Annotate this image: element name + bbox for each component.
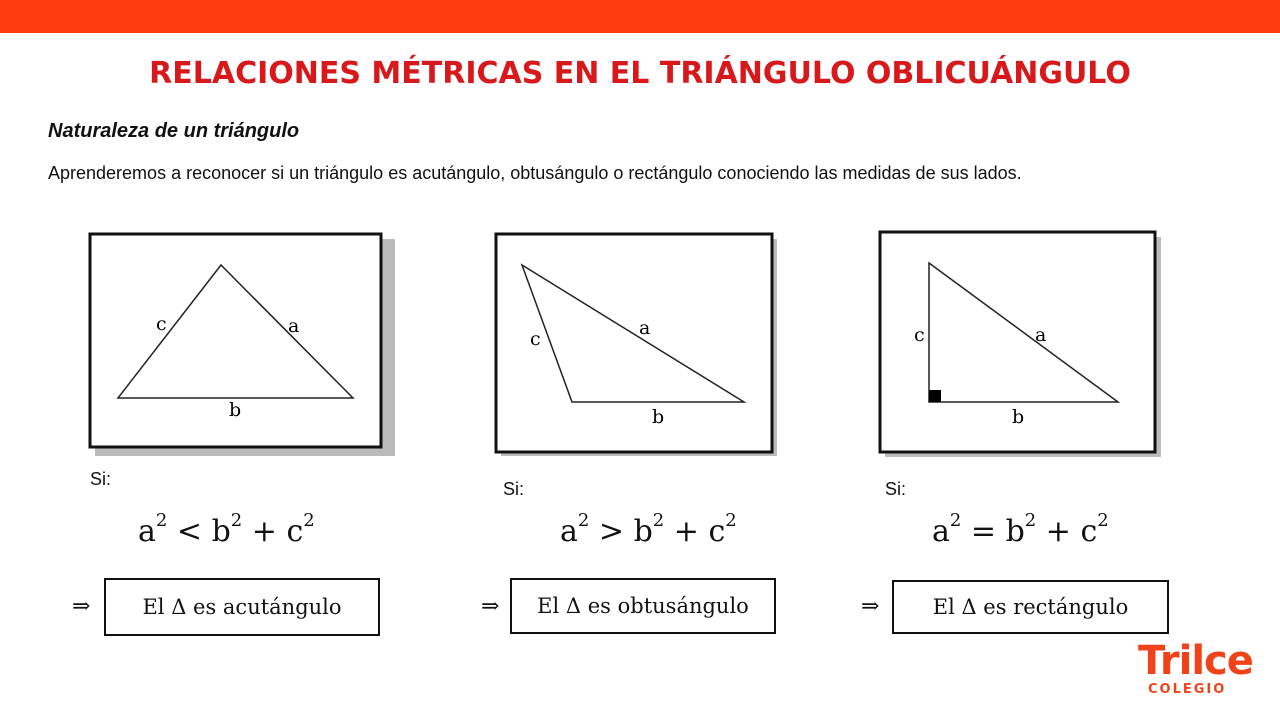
side-label-b: b: [229, 399, 242, 421]
section-subtitle: Naturaleza de un triángulo: [48, 120, 300, 142]
slide-title: RELACIONES MÉTRICAS EN EL TRIÁNGULO OBLICUÁNGULO: [149, 56, 1131, 91]
implies-arrow-acute: ⇒: [72, 594, 91, 619]
obtuse-triangle-figure: [494, 232, 780, 458]
side-label-b: b: [1012, 406, 1025, 428]
trilce-logo: [1138, 640, 1266, 697]
formula-right: $a^2 = b^2 + c^2$: [932, 510, 1109, 549]
side-label-b: b: [652, 406, 665, 428]
si-label-right: Si:: [885, 479, 907, 499]
side-label-a: a: [288, 315, 300, 337]
result-box-acute: El Δ es acutángulo: [104, 578, 380, 636]
right-angle-marker: [929, 390, 941, 402]
implies-arrow-right: ⇒: [861, 594, 880, 619]
result-box-right: El Δ es rectángulo: [892, 580, 1169, 634]
si-label-obtuse: Si:: [503, 479, 525, 499]
implies-arrow-obtuse: ⇒: [481, 594, 500, 619]
formula-obtuse: $a^2 > b^2 + c^2$: [560, 510, 737, 549]
formula-acute: $a^2 < b^2 + c^2$: [138, 510, 315, 549]
side-label-a: a: [1035, 324, 1047, 346]
intro-paragraph: Aprenderemos a reconocer si un triángulo es acutángulo, obtusángulo o rectángulo conociendo las medidas de sus lados.: [48, 163, 1022, 183]
logo-wordmark: Trilce: [1138, 638, 1253, 684]
si-label-acute: Si:: [90, 469, 112, 489]
side-label-c: c: [914, 324, 925, 346]
result-box-obtuse: El Δ es obtusángulo: [510, 578, 776, 634]
side-label-a: a: [639, 317, 651, 339]
side-label-c: c: [530, 328, 541, 350]
side-label-c: c: [156, 313, 167, 335]
logo-subtitle: COLEGIO: [1148, 682, 1227, 697]
acute-triangle-figure: [88, 232, 398, 458]
right-triangle-figure: [878, 230, 1164, 460]
top-accent-bar: [0, 0, 1280, 33]
